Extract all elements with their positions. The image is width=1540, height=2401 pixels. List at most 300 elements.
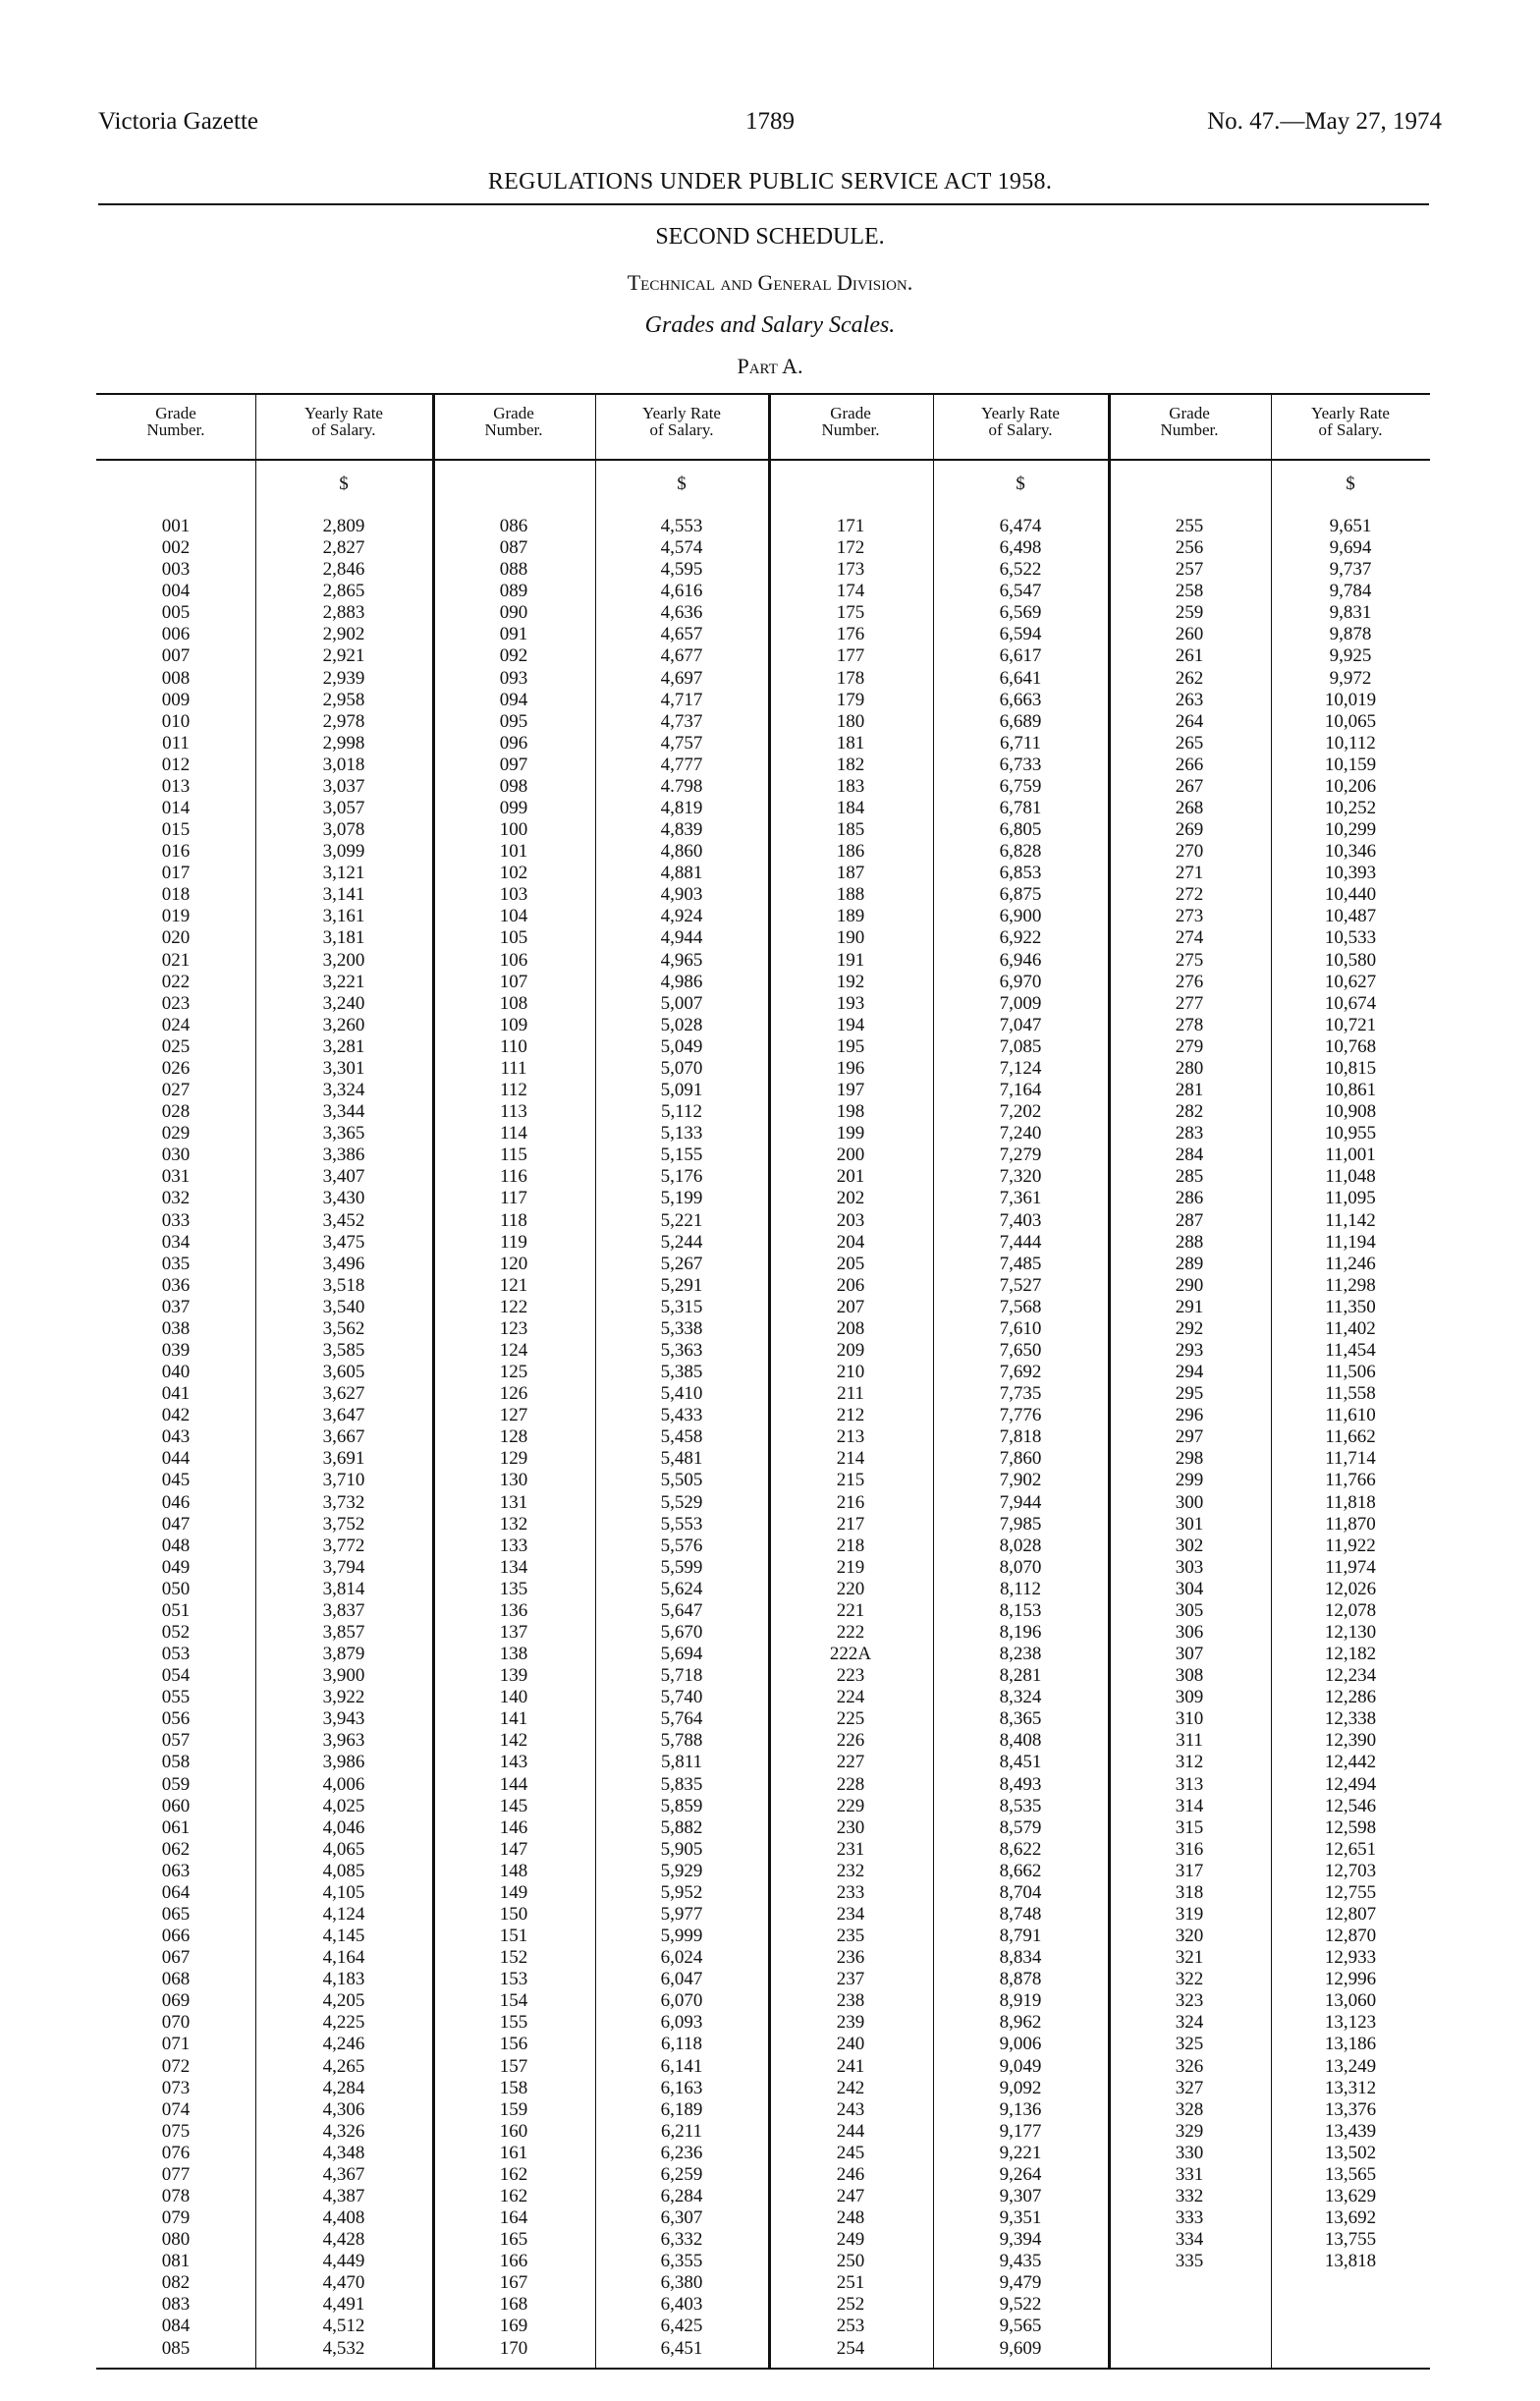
salary-value: 8,324 — [999, 1687, 1042, 1708]
grade-number: 073 — [161, 2077, 191, 2098]
grade-number: 247 — [836, 2186, 865, 2207]
salary-value: 5,481 — [660, 1448, 703, 1470]
header-rule — [96, 459, 255, 461]
grade-column — [432, 395, 595, 2368]
salary-value: 6,024 — [660, 1947, 703, 1969]
salary-value: 3,018 — [322, 754, 365, 775]
salary-value: 3,037 — [322, 775, 365, 797]
currency-unit: $ — [1346, 474, 1355, 494]
salary-value: 6,236 — [660, 2142, 703, 2163]
grade-number: 131 — [499, 1491, 528, 1513]
grade-number: 007 — [161, 645, 191, 667]
grade-number: 050 — [161, 1578, 191, 1599]
grade-number: 209 — [836, 1339, 865, 1361]
grade-number: 085 — [161, 2337, 191, 2359]
grade-number: 208 — [836, 1317, 865, 1339]
grade-number: 076 — [161, 2142, 191, 2163]
salary-value: 10,252 — [1324, 798, 1377, 819]
grade-number: 070 — [161, 2012, 191, 2034]
grade-number: 092 — [499, 645, 528, 667]
grade-number: 313 — [1175, 1773, 1204, 1795]
grade-number: 244 — [836, 2120, 865, 2142]
grade-number: 080 — [161, 2229, 191, 2251]
grade-number: 282 — [1175, 1101, 1204, 1123]
grade-number: 328 — [1175, 2098, 1204, 2120]
salary-value: 11,298 — [1325, 1274, 1376, 1296]
grade-number: 136 — [499, 1599, 528, 1621]
salary-value: 10,206 — [1324, 775, 1377, 797]
grade-number: 124 — [499, 1339, 528, 1361]
grade-number: 312 — [1175, 1752, 1204, 1773]
salary-value: 5,315 — [660, 1296, 703, 1317]
grade-number: 271 — [1175, 863, 1204, 884]
grade-number: 251 — [836, 2272, 865, 2294]
salary-value: 3,452 — [322, 1209, 365, 1231]
grade-number: 314 — [1175, 1795, 1204, 1816]
salary-value: 12,442 — [1324, 1752, 1377, 1773]
salary-value: 11,974 — [1325, 1556, 1376, 1578]
salary-value: 6,900 — [999, 906, 1042, 927]
salary-value: 12,338 — [1324, 1708, 1377, 1730]
salary-value: 13,186 — [1324, 2034, 1377, 2055]
salary-value: 5,458 — [660, 1426, 703, 1448]
grade-number: 311 — [1176, 1730, 1203, 1752]
salary-value: 6,875 — [999, 884, 1042, 906]
grade-number: 129 — [499, 1448, 528, 1470]
grade-number: 032 — [161, 1188, 191, 1209]
grade-number: 231 — [836, 1838, 865, 1860]
grade-number: 265 — [1175, 732, 1204, 754]
salary-value: 5,929 — [660, 1860, 703, 1881]
salary-value: 8,070 — [999, 1556, 1042, 1578]
grade-number: 127 — [499, 1405, 528, 1426]
salary-value: 5,267 — [660, 1253, 703, 1274]
grade-number: 195 — [836, 1035, 865, 1057]
salary-value: 9,351 — [999, 2207, 1042, 2229]
salary-value: 6,711 — [999, 732, 1042, 754]
salary-value: 13,565 — [1324, 2163, 1377, 2185]
grade-number: 084 — [161, 2316, 191, 2337]
salary-value: 3,943 — [322, 1708, 365, 1730]
salary-value: 13,818 — [1324, 2251, 1377, 2272]
salary-value: 4,595 — [660, 559, 703, 581]
grade-number: 105 — [499, 927, 528, 949]
grade-number: 055 — [161, 1687, 191, 1708]
salary-value: 9,264 — [999, 2163, 1042, 2185]
grade-number: 323 — [1175, 1990, 1204, 2012]
grade-number: 045 — [161, 1470, 191, 1491]
salary-value: 5,155 — [660, 1145, 703, 1166]
salary-value: 12,807 — [1324, 1904, 1377, 1925]
grade-number: 001 — [161, 516, 191, 536]
salary-value: 12,130 — [1324, 1621, 1377, 1643]
grade-number: 318 — [1175, 1881, 1204, 1903]
grade-number: 245 — [836, 2142, 865, 2163]
header-rule — [255, 459, 432, 461]
grade-number: 099 — [499, 798, 528, 819]
grade-number: 162 — [499, 2163, 528, 2185]
grade-number: 293 — [1175, 1339, 1204, 1361]
grade-number: 257 — [1175, 559, 1204, 581]
salary-value: 7,320 — [999, 1166, 1042, 1188]
salary-value: 6,569 — [999, 602, 1042, 624]
salary-value: 10,908 — [1324, 1101, 1377, 1123]
salary-value: 13,629 — [1324, 2186, 1377, 2207]
grade-number: 202 — [836, 1188, 865, 1209]
salary-value: 12,870 — [1324, 1926, 1377, 1947]
salary-value: 11,870 — [1325, 1513, 1376, 1535]
grade-number: 242 — [836, 2077, 865, 2098]
salary-value: 6,189 — [660, 2098, 703, 2120]
salary-value: 7,610 — [999, 1317, 1042, 1339]
salary-value: 10,674 — [1324, 992, 1377, 1014]
grade-number: 018 — [161, 884, 191, 906]
salary-value: 4,616 — [660, 581, 703, 602]
grade-number: 225 — [836, 1708, 865, 1730]
page-number: 1789 — [745, 108, 795, 135]
grade-number: 089 — [499, 581, 528, 602]
salary-value: 5,694 — [660, 1644, 703, 1665]
grade-number: 322 — [1175, 1969, 1204, 1990]
salary-value: 8,153 — [999, 1599, 1042, 1621]
grade-number: 069 — [161, 1990, 191, 2012]
salary-value: 10,955 — [1324, 1123, 1377, 1145]
salary-value: 7,202 — [999, 1101, 1042, 1123]
salary-value: 7,009 — [999, 992, 1042, 1014]
salary-value: 3,605 — [322, 1362, 365, 1383]
grade-number: 181 — [836, 732, 865, 754]
title-rule — [98, 203, 1429, 205]
grade-number: 056 — [161, 1708, 191, 1730]
grade-number: 171 — [836, 516, 865, 536]
grade-number: 024 — [161, 1014, 191, 1035]
salary-value: 9,394 — [999, 2229, 1042, 2251]
grade-number: 002 — [161, 537, 191, 559]
grade-number: 011 — [162, 732, 190, 754]
salary-value: 3,963 — [322, 1730, 365, 1752]
grade-number: 190 — [836, 927, 865, 949]
grade-number: 134 — [499, 1556, 528, 1578]
grade-number: 184 — [836, 798, 865, 819]
grade-number: 261 — [1175, 645, 1204, 667]
salary-value: 8,704 — [999, 1881, 1042, 1903]
grade-number: 077 — [161, 2163, 191, 2185]
salary-value: 4,105 — [322, 1881, 365, 1903]
salary-value: 5,718 — [660, 1665, 703, 1687]
grade-number: 222A — [829, 1644, 872, 1665]
grade-number: 260 — [1175, 624, 1204, 645]
salary-value: 5,410 — [660, 1383, 703, 1405]
grade-number: 156 — [499, 2034, 528, 2055]
grade-number: 170 — [499, 2337, 528, 2359]
salary-value: 7,735 — [999, 1383, 1042, 1405]
salary-value: 9,006 — [999, 2034, 1042, 2055]
grade-number: 306 — [1175, 1621, 1204, 1643]
grade-number: 108 — [499, 992, 528, 1014]
salary-value: 6,922 — [999, 927, 1042, 949]
grade-number: 197 — [836, 1080, 865, 1101]
salary-value: 3,814 — [322, 1578, 365, 1599]
salary-value: 10,393 — [1324, 863, 1377, 884]
grade-number: 279 — [1175, 1035, 1204, 1057]
grade-number: 130 — [499, 1470, 528, 1491]
grade-number: 192 — [836, 971, 865, 992]
currency-unit: $ — [339, 474, 349, 494]
salary-value: 11,095 — [1325, 1188, 1376, 1209]
salary-value: 8,238 — [999, 1644, 1042, 1665]
grade-number: 152 — [499, 1947, 528, 1969]
grade-number: 097 — [499, 754, 528, 775]
grade-number: 150 — [499, 1904, 528, 1925]
salary-value: 4,284 — [322, 2077, 365, 2098]
salary-value: 3,667 — [322, 1426, 365, 1448]
grade-number: 008 — [161, 667, 191, 689]
grade-number: 214 — [836, 1448, 865, 1470]
salary-value: 3,475 — [322, 1231, 365, 1253]
salary-value: 5,999 — [660, 1926, 703, 1947]
salary-value: 5,385 — [660, 1362, 703, 1383]
grade-number: 148 — [499, 1860, 528, 1881]
grade-number: 046 — [161, 1491, 191, 1513]
salary-value: 12,078 — [1324, 1599, 1377, 1621]
grade-number: 178 — [836, 667, 865, 689]
salary-value: 4,306 — [322, 2098, 365, 2120]
salary-value: 6,332 — [660, 2229, 703, 2251]
grade-number: 153 — [499, 1969, 528, 1990]
salary-value: 2,998 — [322, 732, 365, 754]
grade-number: 289 — [1175, 1253, 1204, 1274]
grade-number: 211 — [837, 1383, 864, 1405]
grade-number: 320 — [1175, 1926, 1204, 1947]
salary-value: 4,225 — [322, 2012, 365, 2034]
salary-value: 12,933 — [1324, 1947, 1377, 1969]
grade-number: 128 — [499, 1426, 528, 1448]
salary-value: 9,651 — [1329, 516, 1372, 536]
grade-number: 074 — [161, 2098, 191, 2120]
salary-value: 4,246 — [322, 2034, 365, 2055]
grade-number: 091 — [499, 624, 528, 645]
salary-value: 5,811 — [660, 1752, 703, 1773]
salary-value: 2,902 — [322, 624, 365, 645]
salary-value: 12,703 — [1324, 1860, 1377, 1881]
grade-number: 188 — [836, 884, 865, 906]
grade-number: 064 — [161, 1881, 191, 1903]
salary-value: 3,324 — [322, 1080, 365, 1101]
grade-number: 037 — [161, 1296, 191, 1317]
grade-number: 094 — [499, 689, 528, 710]
grade-number: 285 — [1175, 1166, 1204, 1188]
grade-number: 096 — [499, 732, 528, 754]
grade-number: 284 — [1175, 1145, 1204, 1166]
salary-column — [1271, 395, 1430, 2368]
grade-number: 303 — [1175, 1556, 1204, 1578]
grade-number: 287 — [1175, 1209, 1204, 1231]
salary-value: 6,141 — [660, 2055, 703, 2077]
salary-value: 10,487 — [1324, 906, 1377, 927]
grade-number: 215 — [836, 1470, 865, 1491]
salary-value: 2,883 — [322, 602, 365, 624]
salary-value: 2,921 — [322, 645, 365, 667]
salary-value: 12,494 — [1324, 1773, 1377, 1795]
salary-value: 11,506 — [1325, 1362, 1376, 1383]
grade-number: 274 — [1175, 927, 1204, 949]
grade-number: 288 — [1175, 1231, 1204, 1253]
grade-number: 145 — [499, 1795, 528, 1816]
grade-column-header: Grade Number. — [821, 404, 880, 439]
grade-number: 267 — [1175, 775, 1204, 797]
grade-number: 234 — [836, 1904, 865, 1925]
grade-number: 212 — [836, 1405, 865, 1426]
section-subtitle: Grades and Salary Scales. — [644, 312, 896, 338]
grade-number: 035 — [161, 1253, 191, 1274]
grade-number: 151 — [499, 1926, 528, 1947]
grade-number: 174 — [836, 581, 865, 602]
salary-value: 8,408 — [999, 1730, 1042, 1752]
salary-value: 4,326 — [322, 2120, 365, 2142]
salary-value: 8,579 — [999, 1816, 1042, 1838]
salary-value: 5,176 — [660, 1166, 703, 1188]
grade-number: 034 — [161, 1231, 191, 1253]
salary-value: 12,390 — [1324, 1730, 1377, 1752]
grade-number: 255 — [1175, 516, 1204, 536]
salary-value: 5,882 — [660, 1816, 703, 1838]
grade-number: 054 — [161, 1665, 191, 1687]
salary-value: 6,594 — [999, 624, 1042, 645]
salary-value: 3,772 — [322, 1535, 365, 1556]
grade-number: 004 — [161, 581, 191, 602]
salary-value: 4,491 — [322, 2294, 365, 2316]
salary-value: 12,546 — [1324, 1795, 1377, 1816]
salary-value: 5,091 — [660, 1080, 703, 1101]
salary-value: 4,944 — [660, 927, 703, 949]
grade-number: 072 — [161, 2055, 191, 2077]
salary-value: 7,361 — [999, 1188, 1042, 1209]
running-head — [0, 108, 1540, 147]
grade-number: 065 — [161, 1904, 191, 1925]
salary-value: 5,244 — [660, 1231, 703, 1253]
header-rule — [933, 459, 1108, 461]
salary-value: 5,028 — [660, 1014, 703, 1035]
grade-number: 335 — [1175, 2251, 1204, 2272]
salary-value: 4,657 — [660, 624, 703, 645]
salary-value: 9,049 — [999, 2055, 1042, 2077]
salary-value: 5,788 — [660, 1730, 703, 1752]
grade-number: 107 — [499, 971, 528, 992]
salary-value: 13,060 — [1324, 1990, 1377, 2012]
grade-number: 027 — [161, 1080, 191, 1101]
grade-number: 021 — [161, 949, 191, 971]
grade-number: 143 — [499, 1752, 528, 1773]
grade-number: 310 — [1175, 1708, 1204, 1730]
grade-number: 189 — [836, 906, 865, 927]
salary-value: 11,142 — [1325, 1209, 1376, 1231]
salary-value: 10,019 — [1324, 689, 1377, 710]
grade-number: 031 — [161, 1166, 191, 1188]
grade-number: 047 — [161, 1513, 191, 1535]
grade-number: 133 — [499, 1535, 528, 1556]
issue-date: No. 47.—May 27, 1974 — [1207, 108, 1442, 135]
salary-value: 2,978 — [322, 710, 365, 732]
grade-column — [96, 395, 255, 2368]
salary-value: 12,026 — [1324, 1578, 1377, 1599]
grade-number: 118 — [500, 1209, 527, 1231]
salary-value: 6,425 — [660, 2316, 703, 2337]
salary-value: 12,651 — [1324, 1838, 1377, 1860]
salary-value: 6,355 — [660, 2251, 703, 2272]
salary-value: 7,818 — [999, 1426, 1042, 1448]
grade-number: 104 — [499, 906, 528, 927]
salary-table — [96, 393, 1430, 2370]
grade-number: 079 — [161, 2207, 191, 2229]
salary-value: 2,958 — [322, 689, 365, 710]
grade-column-header: Grade Number. — [146, 404, 205, 439]
salary-value: 3,585 — [322, 1339, 365, 1361]
grade-number: 203 — [836, 1209, 865, 1231]
salary-value: 6,047 — [660, 1969, 703, 1990]
grade-number: 062 — [161, 1838, 191, 1860]
grade-number: 205 — [836, 1253, 865, 1274]
salary-value: 7,085 — [999, 1035, 1042, 1057]
salary-value: 6,307 — [660, 2207, 703, 2229]
salary-value: 7,776 — [999, 1405, 1042, 1426]
salary-value: 3,879 — [322, 1644, 365, 1665]
grade-number: 270 — [1175, 841, 1204, 863]
salary-value: 3,121 — [322, 863, 365, 884]
salary-value: 13,376 — [1324, 2098, 1377, 2120]
salary-value: 3,710 — [322, 1470, 365, 1491]
salary-value: 7,860 — [999, 1448, 1042, 1470]
grade-number: 015 — [161, 819, 191, 841]
salary-value: 10,580 — [1324, 949, 1377, 971]
grade-number: 117 — [500, 1188, 527, 1209]
grade-number: 082 — [161, 2272, 191, 2294]
grade-number: 308 — [1175, 1665, 1204, 1687]
salary-value: 5,624 — [660, 1578, 703, 1599]
salary-value: 4,428 — [322, 2229, 365, 2251]
part-heading: Part A. — [737, 354, 803, 378]
grade-number: 298 — [1175, 1448, 1204, 1470]
grade-number: 333 — [1175, 2207, 1204, 2229]
grade-number: 040 — [161, 1362, 191, 1383]
salary-value: 9,737 — [1329, 559, 1372, 581]
salary-value: 11,662 — [1325, 1426, 1376, 1448]
salary-value: 13,249 — [1324, 2055, 1377, 2077]
grade-number: 230 — [836, 1816, 865, 1838]
salary-value: 6,733 — [999, 754, 1042, 775]
grade-number: 233 — [836, 1881, 865, 1903]
salary-value: 9,092 — [999, 2077, 1042, 2098]
grade-number: 109 — [499, 1014, 528, 1035]
grade-number: 059 — [161, 1773, 191, 1795]
grade-number: 187 — [836, 863, 865, 884]
grade-number: 098 — [499, 775, 528, 797]
salary-value: 5,070 — [660, 1057, 703, 1079]
grade-number: 235 — [836, 1926, 865, 1947]
salary-value: 12,286 — [1324, 1687, 1377, 1708]
grade-number: 252 — [836, 2294, 865, 2316]
salary-value: 6,211 — [660, 2120, 703, 2142]
salary-value: 3,221 — [322, 971, 365, 992]
grade-number: 210 — [836, 1362, 865, 1383]
salary-value: 9,479 — [999, 2272, 1042, 2294]
grade-number: 081 — [161, 2251, 191, 2272]
salary-value: 4,677 — [660, 645, 703, 667]
salary-value: 13,692 — [1324, 2207, 1377, 2229]
salary-value: 3,540 — [322, 1296, 365, 1317]
salary-column-header: Yearly Rate of Salary. — [304, 404, 383, 439]
salary-value: 5,199 — [660, 1188, 703, 1209]
salary-value: 9,136 — [999, 2098, 1042, 2120]
